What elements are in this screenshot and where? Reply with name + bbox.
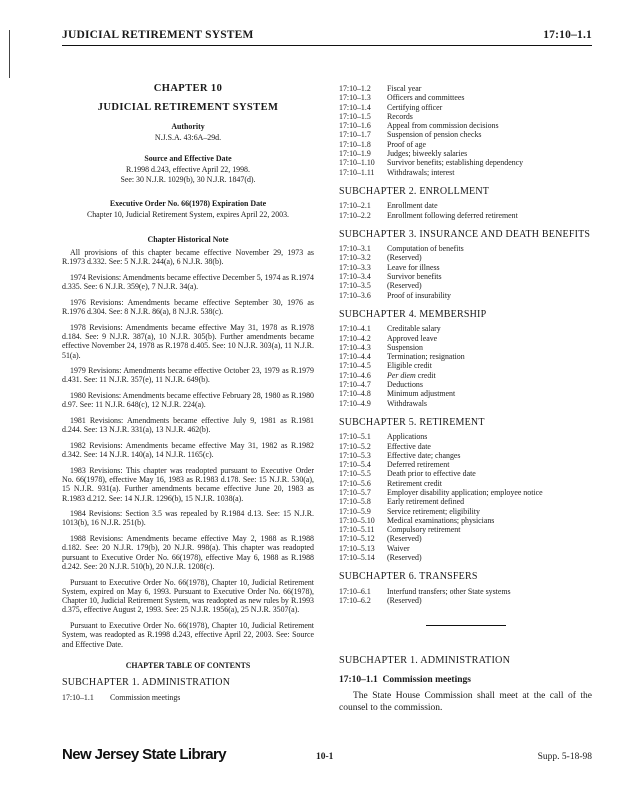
toc-row (339, 460, 592, 469)
toc-subchapter-heading: SUBCHAPTER 5. RETIREMENT (339, 416, 485, 428)
toc-row (339, 130, 592, 139)
toc-section-title: Enrollment date (387, 201, 438, 211)
toc-section-number: 17:10–4.4 (339, 352, 371, 362)
toc-row (339, 158, 592, 167)
history-paragraph: Pursuant to Executive Order No. 66(1978), Chapter 10, Judicial Retirement System, was readopted as R.1998 d.243, effective April 22, 2003. See: Source and Effective Date. (62, 621, 314, 649)
authority-text: N.J.S.A. 43:6A–29d. (154, 132, 222, 142)
toc-section-number: 17:10–1.6 (339, 121, 371, 131)
toc-row (339, 361, 592, 370)
toc-section-number: 17:10–1.7 (339, 130, 371, 140)
toc-row (339, 168, 592, 177)
toc-row (339, 121, 592, 130)
toc-section-title: Enrollment following deferred retirement (387, 210, 518, 220)
toc-section-number: 17:10–4.9 (339, 398, 371, 408)
toc-row (339, 380, 592, 389)
toc-section-title: Survivor benefits (387, 272, 442, 282)
toc-section-title: Early retirement defined (387, 497, 465, 507)
history-paragraph: 1983 Revisions: This chapter was readopted pursuant to Executive Order No. 66(1978), effective May 16, 1983 as R.1983 d.178. See: 15 N.J.R. 530(a), 15 N.J.R. 931(a). Further amendments became effective June 20, 1983 as R.1983 d.212. See: 14 N.J.R. 1296(b), 15 N.J.R. 1038(a). (62, 465, 314, 503)
toc-row (339, 334, 592, 343)
toc-section-title: Withdrawals (387, 398, 427, 408)
section-number: 17:10–1.1 (339, 674, 378, 685)
left-column (62, 84, 314, 702)
toc-section-number: 17:10–5.2 (339, 441, 371, 451)
toc-row (339, 553, 592, 562)
toc-section-number: 17:10–1.5 (339, 111, 371, 121)
margin-rule (9, 30, 10, 78)
toc-section-title: Suspension (387, 342, 423, 352)
toc-row (339, 469, 592, 478)
toc-section-number: 17:10–3.4 (339, 272, 371, 282)
toc-section-number: 17:10–5.3 (339, 450, 371, 460)
toc-section-number: 17:10–3.5 (339, 281, 371, 291)
toc-section-title: Interfund transfers; other State systems (387, 586, 511, 596)
toc-section-number: 17:10–6.1 (339, 586, 371, 596)
toc-row (339, 291, 592, 300)
toc-row (339, 244, 592, 253)
toc-section-number: 17:10–4.6 (339, 370, 371, 380)
toc-section-title: Judges; biweekly salaries (387, 149, 468, 159)
toc-section-number: 17:10–1.3 (339, 93, 371, 103)
toc-section-number: 17:10–5.8 (339, 497, 371, 507)
toc-section-title: Per diem credit (387, 370, 436, 380)
toc-section-number: 17:10–4.1 (339, 324, 371, 334)
toc-section-number: 17:10–5.6 (339, 478, 371, 488)
toc-section-title: Withdrawals; interest (387, 167, 455, 177)
section-heading (339, 676, 592, 685)
toc-section-number: 17:10–5.9 (339, 506, 371, 516)
toc-section-title: Appeal from commission decisions (387, 121, 499, 131)
executive-order-text: Chapter 10, Judicial Retirement System, expires April 22, 2003. (86, 210, 290, 220)
toc-section-title: Proof of insurability (387, 290, 451, 300)
history-paragraph: 1984 Revisions: Section 3.5 was repealed by R.1984 d.13. See: 15 N.J.R. 1013(b), 16 N.J.R. 251(b). (62, 509, 314, 528)
toc-section-title: Approved leave (387, 333, 438, 343)
toc-section-number: 17:10–4.3 (339, 342, 371, 352)
authority-heading: Authority (171, 121, 205, 131)
toc-subchapter-heading: SUBCHAPTER 2. ENROLLMENT (339, 185, 490, 197)
toc-section-number: 17:10–1.8 (339, 139, 371, 149)
page-number: 10-1 (316, 752, 334, 762)
toc-section-title: Survivor benefits; establishing dependency (387, 158, 524, 168)
toc-section-title: Leave for illness (387, 262, 440, 272)
toc-section-number: 17:10–1.1 (62, 692, 94, 702)
toc-section-title: Service retirement; eligibility (387, 506, 480, 516)
section-title: Commission meetings (382, 674, 471, 685)
toc-section-number: 17:10–5.1 (339, 432, 371, 442)
toc-section-number: 17:10–1.9 (339, 149, 371, 159)
toc-section-number: 17:10–1.10 (339, 158, 375, 168)
toc-section-title: (Reserved) (387, 253, 422, 263)
toc-row (339, 93, 592, 102)
section-text: The State House Commission shall meet at the call of the counsel to the commission. (339, 690, 592, 713)
toc-row (339, 272, 592, 281)
toc-row (339, 201, 592, 210)
toc-subchapter-heading: SUBCHAPTER 1. ADMINISTRATION (62, 677, 231, 689)
toc-row (339, 343, 592, 352)
history-paragraph: Pursuant to Executive Order No. 66(1978), Chapter 10, Judicial Retirement System, expired on May 6, 1993. Pursuant to Executive Order No. 66(1978), Chapter 10, Judicial Retirement System, was readopted as new rules by R.1993 d.375, effective August 2, 1993. See: 25 N.J.R. 1956(a), 25 N.J.R. 3507(a). (62, 577, 314, 615)
toc-section-title: Compulsory retirement (387, 525, 461, 535)
toc-section-title: Termination; resignation (387, 352, 465, 362)
toc-row (339, 253, 592, 262)
toc-section-number: 17:10–5.4 (339, 460, 371, 470)
toc-section-number: 17:10–2.2 (339, 210, 371, 220)
toc-row (339, 516, 592, 525)
toc-section-number: 17:10–5.7 (339, 487, 371, 497)
toc-section-title: Death prior to effective date (387, 469, 476, 479)
toc-row (62, 693, 314, 702)
toc-section-number: 17:10–2.1 (339, 201, 371, 211)
toc-section-title: Deferred retirement (387, 460, 450, 470)
toc-section-number: 17:10–1.11 (339, 167, 375, 177)
toc-section-number: 17:10–6.2 (339, 595, 371, 605)
toc-section-number: 17:10–3.2 (339, 253, 371, 263)
toc-section-title: Effective date (387, 441, 431, 451)
toc-row (339, 389, 592, 398)
toc-section-title: Certifying officer (387, 102, 443, 112)
toc-section-number: 17:10–5.14 (339, 553, 375, 563)
toc-section-title: Applications (387, 432, 428, 442)
supplement-date: Supp. 5-18-98 (537, 752, 592, 762)
section-divider (426, 625, 506, 626)
running-header (62, 29, 592, 46)
toc-section-title: Minimum adjustment (387, 389, 456, 399)
toc-row (339, 84, 592, 93)
toc-row (339, 140, 592, 149)
toc-section-title: Creditable salary (387, 324, 441, 334)
source-text: R.1998 d.243, effective April 22, 1998. See: 30 N.J.R. 1029(b), 30 N.J.R. 1847(d). (120, 165, 256, 184)
toc-section-title: Eligible credit (387, 361, 432, 371)
toc-row (339, 451, 592, 460)
history-paragraph: 1974 Revisions: Amendments became effective December 5, 1974 as R.1974 d.335. See: 6 N.J.R. 359(e), 7 N.J.R. 34(a). (62, 272, 314, 292)
toc-row (339, 352, 592, 361)
toc-subchapter-heading: SUBCHAPTER 4. MEMBERSHIP (339, 308, 487, 320)
toc-row (339, 587, 592, 596)
toc-section-number: 17:10–5.5 (339, 469, 371, 479)
chapter-title: JUDICIAL RETIREMENT SYSTEM (97, 102, 279, 114)
toc-section-number: 17:10–5.12 (339, 534, 375, 544)
history-paragraph: 1980 Revisions: Amendments became effective February 28, 1980 as R.1980 d.97. See: 11 N.J.R. 648(c), 12 N.J.R. 224(a). (62, 391, 314, 410)
history-paragraph: 1988 Revisions: Amendments became effective May 2, 1988 as R.1988 d.182. See: 20 N.J.R. 179(b), 20 N.J.R. 998(a). This chapter was readopted pursuant to Executive Order No. 66(1978), effective May 6, 1988 as R.1988 d.242. See: 20 N.J.R. 510(b), 20 N.J.R. 1208(c). (62, 534, 314, 571)
toc-section-title: Deductions (387, 380, 423, 390)
history-notes (62, 248, 314, 649)
header-section-number: 17:10–1.1 (543, 29, 592, 41)
toc-section-title: (Reserved) (387, 553, 422, 563)
toc-section-number: 17:10–5.10 (339, 515, 375, 525)
toc-section-number: 17:10–5.13 (339, 543, 375, 553)
right-column (339, 84, 592, 714)
toc-section-title: Proof of age (387, 139, 427, 149)
toc-row (339, 497, 592, 506)
toc-row (339, 479, 592, 488)
toc-subchapter-heading: SUBCHAPTER 6. TRANSFERS (339, 571, 478, 583)
history-paragraph: 1982 Revisions: Amendments became effective May 31, 1982 as R.1982 d.342. See: 14 N.J.R. 140(a), 14 N.J.R. 1165(c). (62, 440, 314, 460)
toc-row (339, 544, 592, 553)
toc-row (339, 211, 592, 220)
toc-section-title: Records (387, 111, 413, 121)
history-paragraph: 1978 Revisions: Amendments became effective May 31, 1978 as R.1978 d.184. See: 9 N.J.R. 387(a), 10 N.J.R. 305(b). Further amendments became effective November 24, 1978 as R.1978 d.405. See: 10 N.J.R. 303(a), 11 N.J.R. 51(a). (62, 322, 314, 360)
toc-row (339, 371, 592, 380)
toc-section-title: Fiscal year (387, 84, 422, 93)
toc-section-title: Computation of benefits (387, 244, 464, 254)
body-subchapter-heading: SUBCHAPTER 1. ADMINISTRATION (339, 655, 511, 667)
toc-row (339, 103, 592, 112)
toc-section-number: 17:10–4.2 (339, 333, 371, 343)
toc-section-title: Employer disability application; employee notice (387, 487, 543, 497)
toc-section-number: 17:10–4.7 (339, 380, 371, 390)
history-paragraph: All provisions of this chapter became effective November 29, 1973 as R.1973 d.332. See: 5 N.J.R. 244(a), 6 N.J.R. 38(b). (62, 247, 314, 267)
toc-row (339, 399, 592, 408)
executive-order-heading: Executive Order No. 66(1978) Expiration Date (109, 199, 267, 209)
toc-section-number: 17:10–4.8 (339, 389, 371, 399)
history-paragraph: 1976 Revisions: Amendments became effective September 30, 1976 as R.1976 d.304. See: 8 N.J.R. 86(a), 8 N.J.R. 538(c). (62, 297, 314, 317)
toc-row (339, 525, 592, 534)
toc-section-number: 17:10–3.3 (339, 262, 371, 272)
toc-section-title: (Reserved) (387, 281, 422, 291)
toc-section-title: Suspension of pension checks (387, 130, 482, 140)
toc-section-title: Commission meetings (110, 692, 181, 702)
toc-heading: CHAPTER TABLE OF CONTENTS (125, 660, 251, 670)
toc-row (339, 534, 592, 543)
history-paragraph: 1979 Revisions: Amendments became effective October 23, 1979 as R.1979 d.431. See: 11 N.J.R. 357(e), 11 N.J.R. 649(b). (62, 366, 314, 385)
toc-row (339, 442, 592, 451)
toc-section-number: 17:10–3.6 (339, 290, 371, 300)
toc-section-number: 17:10–3.1 (339, 244, 371, 254)
toc-section-title: (Reserved) (387, 534, 422, 544)
toc-section-title: Retirement credit (387, 478, 442, 488)
toc-row (339, 596, 592, 605)
chapter-number: CHAPTER 10 (153, 83, 223, 94)
toc-row (339, 149, 592, 158)
toc-row (339, 263, 592, 272)
toc-section-title: Medical examinations; physicians (387, 515, 495, 525)
toc-section-number: 17:10–4.5 (339, 361, 371, 371)
toc-row (339, 281, 592, 290)
toc-section-title: (Reserved) (387, 595, 422, 605)
history-heading: Chapter Historical Note (147, 234, 229, 244)
header-title: JUDICIAL RETIREMENT SYSTEM (62, 29, 254, 41)
toc-section-title: Waiver (387, 543, 410, 553)
source-heading: Source and Effective Date (144, 154, 232, 164)
toc-row (339, 432, 592, 441)
library-watermark: New Jersey State Library (62, 746, 227, 763)
toc-row (339, 112, 592, 121)
history-paragraph: 1981 Revisions: Amendments became effective July 9, 1981 as R.1981 d.244. See: 13 N.J.R. 331(a), 13 N.J.R. 462(b). (62, 415, 314, 435)
toc-row (339, 507, 592, 516)
toc-section-number: 17:10–5.11 (339, 525, 375, 535)
toc-section-title: Officers and committees (387, 93, 465, 103)
toc-row (339, 324, 592, 333)
toc-section-number: 17:10–1.4 (339, 102, 371, 112)
toc-subchapter-heading: SUBCHAPTER 3. INSURANCE AND DEATH BENEFITS (339, 228, 591, 240)
toc-section-number: 17:10–1.2 (339, 84, 371, 93)
toc-section-title: Effective date; changes (387, 450, 461, 460)
toc-row (339, 488, 592, 497)
table-of-contents (339, 84, 592, 605)
